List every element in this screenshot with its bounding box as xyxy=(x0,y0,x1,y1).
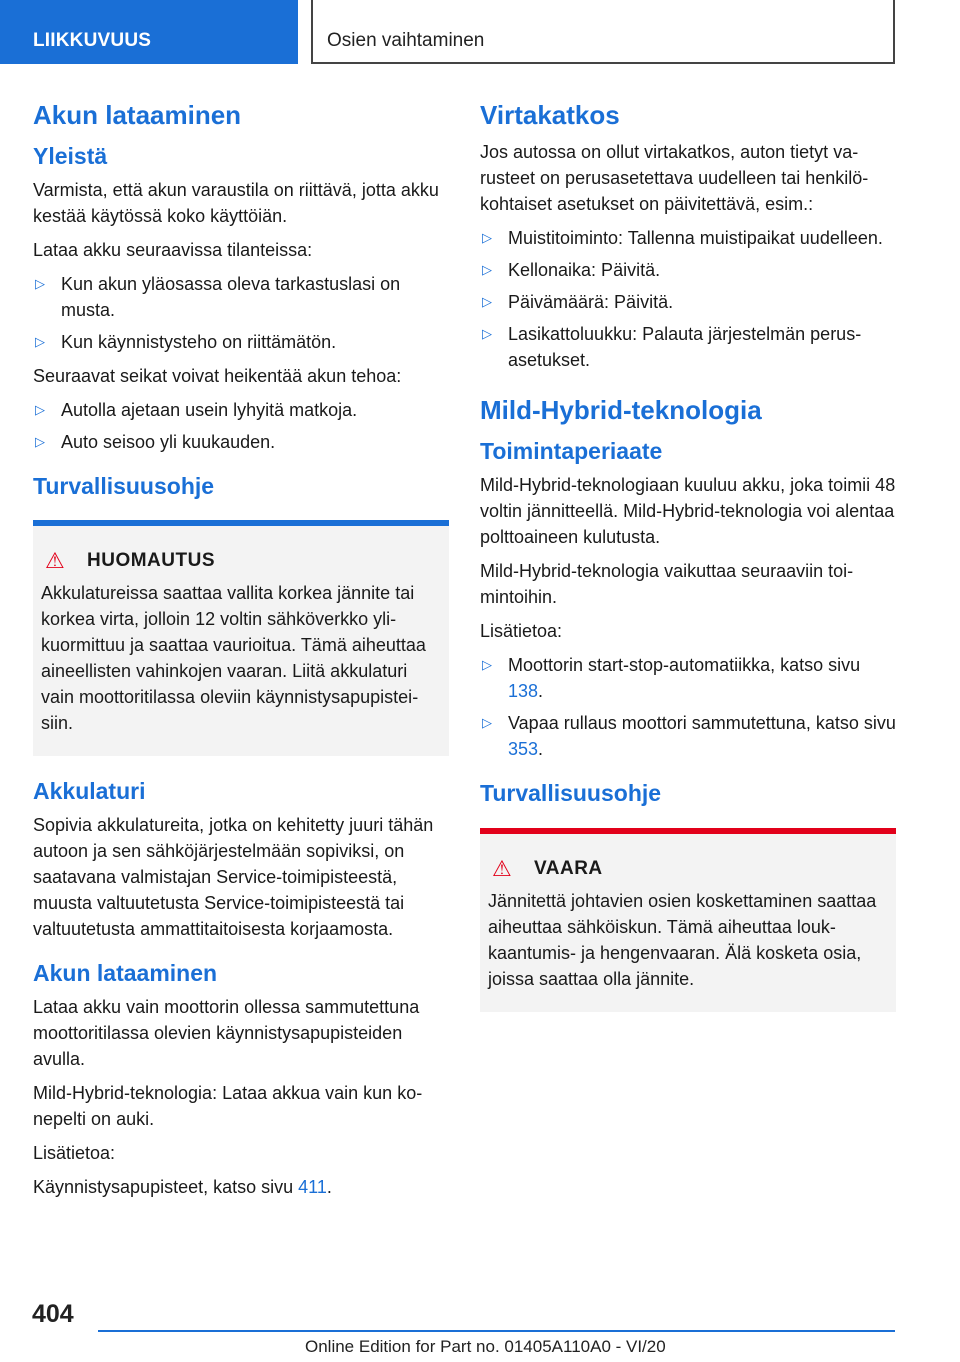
list-item: ▷ Päivämäärä: Päivitä. xyxy=(480,289,896,315)
notice-header xyxy=(488,856,888,882)
notice-text: Akkulatureissa saattaa vallita korkea jännite tai korkea virta, jolloin 12 voltin sähköverkko ylikuormittuu ja saattaa vaurioitua. Tämä aiheuttaa aineellisten vahinkojen vaaran. Liitä akkulaturi vain moottoritilassa oleviin käynnistysapupisteisiin. xyxy=(41,583,426,734)
triangle-right-icon: ▷ xyxy=(482,656,492,672)
warning-triangle-icon: ⚠ xyxy=(492,855,512,881)
page-link-138[interactable]: 138 xyxy=(508,680,539,701)
triangle-right-icon: ▷ xyxy=(35,275,45,291)
footer-divider xyxy=(98,1330,895,1332)
paragraph: Lataa akku seuraavissa tilanteissa: xyxy=(33,239,313,260)
paragraph: Lataa akku vain moottorin ollessa sammutettuna moottoritilassa olevien käynnistysapupisteiden avulla. xyxy=(33,996,420,1069)
list-item: ▷ Vapaa rullaus moottori sammutettuna, katso sivu 353. xyxy=(480,710,896,762)
heading-turvallisuusohje: Turvallisuusohje xyxy=(33,472,215,499)
right-column xyxy=(480,100,896,1034)
paragraph: Mild-Hybrid-teknologiaan kuuluu akku, joka toimii 48 voltin jännitteellä. Mild-Hybrid-teknologia voi alentaa polttoaineen kulutusta. xyxy=(480,474,896,547)
triangle-right-icon: ▷ xyxy=(35,401,45,417)
heading-turvallisuusohje: Turvallisuusohje xyxy=(480,779,662,806)
paragraph: Varmista, että akun varaustila on riittävä, jotta akku kestää käytössä koko käyttöiän. xyxy=(33,179,439,226)
triangle-right-icon: ▷ xyxy=(35,333,45,349)
triangle-right-icon: ▷ xyxy=(482,230,492,246)
notice-box xyxy=(33,520,449,756)
paragraph: Lisätietoa: xyxy=(480,620,563,641)
paragraph: Sopivia akkulatureita, jotka on kehitetty juuri tähän autoon ja sen sähköjärjestelmään sopiviksi, on saatavana valmistajan Service-toimipisteestä, muusta valtuutetusta Service-toimipisteestä tai valtuutetusta ammattitaitoisesta korjaamosta. xyxy=(33,814,434,939)
list-item: ▷ Auto seisoo yli kuukauden. xyxy=(33,429,449,455)
list-item: ▷ Moottorin start-stop-automatiikka, katso sivu 138. xyxy=(480,652,896,704)
list-item: ▷ Lasikattoluukku: Palauta järjestelmän perusasetukset. xyxy=(480,321,896,373)
chapter-header xyxy=(311,0,895,64)
list-item: ▷ Kun akun yläosassa oleva tarkastuslasi on musta. xyxy=(33,271,449,323)
list-item: ▷ Kun käynnistysteho on riittämätön. xyxy=(33,329,449,355)
list-item: ▷ Kellonaika: Päivitä. xyxy=(480,257,896,283)
notice-title: VAARA xyxy=(534,857,603,879)
list-item: ▷ Autolla ajetaan usein lyhyitä matkoja. xyxy=(33,397,449,423)
warning-triangle-icon: ⚠ xyxy=(45,548,65,574)
paragraph: Mild-Hybrid-teknologia: Lataa akkua vain kun konepelti on auki. xyxy=(33,1082,423,1129)
left-column xyxy=(33,100,449,1208)
page-link-411[interactable]: 411 xyxy=(298,1176,327,1197)
paragraph: Lisätietoa: xyxy=(33,1142,116,1163)
paragraph: Mild-Hybrid-teknologia vaikuttaa seuraaviin toimintoihin. xyxy=(480,560,854,607)
bullet-list xyxy=(480,225,896,373)
heading-yleista: Yleistä xyxy=(33,143,108,170)
notice-header xyxy=(41,548,441,574)
bullet-list xyxy=(33,271,449,355)
triangle-right-icon: ▷ xyxy=(482,326,492,342)
danger-box xyxy=(480,828,896,1012)
section-tab xyxy=(0,0,298,64)
page-footer xyxy=(0,1300,960,1360)
page-number: 404 xyxy=(32,1300,74,1328)
page-link-353[interactable]: 353 xyxy=(508,738,539,759)
edition-text: Online Edition for Part no. 01405A110A0 - VI/20 xyxy=(305,1337,666,1356)
triangle-right-icon: ▷ xyxy=(482,262,492,278)
heading-toimintaperiaate: Toimintaperiaate xyxy=(480,438,663,465)
bullet-list xyxy=(33,397,449,455)
section-title: LIIKKUVUUS xyxy=(33,30,152,51)
heading-mild-hybrid: Mild-Hybrid-teknologia xyxy=(480,395,762,426)
triangle-right-icon: ▷ xyxy=(482,294,492,310)
heading-akkulaturi: Akkulaturi xyxy=(33,778,146,805)
paragraph: Jos autossa on ollut virtakatkos, auton tietyt varusteet on perusasetettava uudelleen tai henkilökohtaiset asetukset on päivitettävä, esim.: xyxy=(480,142,869,215)
chapter-title: Osien vaihtaminen xyxy=(327,30,485,51)
bullet-list xyxy=(480,652,896,762)
notice-title: HUOMAUTUS xyxy=(87,550,215,572)
list-item: ▷ Muistitoiminto: Tallenna muistipaikat uudelleen. xyxy=(480,225,896,251)
heading-virtakatkos: Virtakatkos xyxy=(480,100,620,130)
heading-akun-lataaminen: Akun lataaminen xyxy=(33,100,242,130)
heading-akun-lataaminen-sub: Akun lataaminen xyxy=(33,959,218,986)
paragraph-reference: Käynnistysapupisteet, katso sivu 411. xyxy=(33,1176,332,1197)
triangle-right-icon: ▷ xyxy=(482,714,492,730)
triangle-right-icon: ▷ xyxy=(35,433,45,449)
paragraph: Seuraavat seikat voivat heikentää akun tehoa: xyxy=(33,365,402,386)
notice-text: Jännitettä johtavien osien koskettaminen saattaa aiheuttaa sähköiskun. Tämä aiheuttaa loukkaantumis- ja hengenvaaran. Älä kosketa osia, joissa saattaa olla jännite. xyxy=(488,890,877,989)
